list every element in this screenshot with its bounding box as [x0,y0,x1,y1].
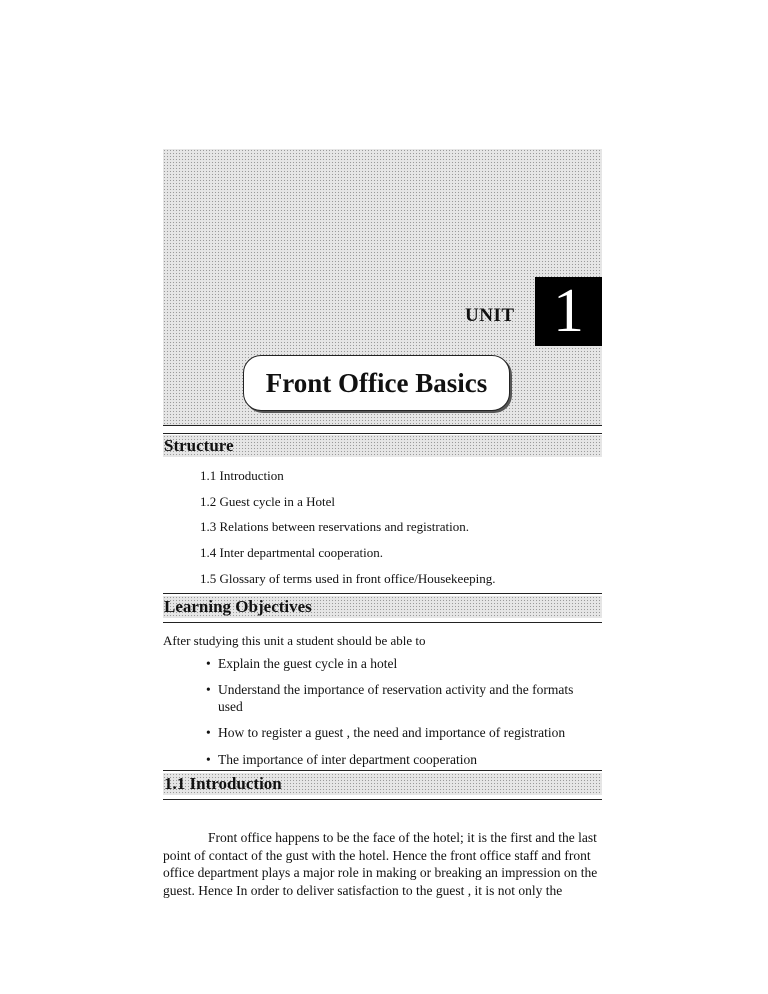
toc-item: 1.2 Guest cycle in a Hotel [200,494,336,509]
paragraph-line: guest. Hence In order to deliver satisfaction to the guest , it is not only the [163,882,563,898]
objective-text: How to register a guest , the need and importance of registration [218,725,566,740]
objective-item [206,751,596,768]
objective-text-continued: used [218,699,243,714]
toc-item: 1.4 Inter departmental cooperation. [200,545,384,560]
paragraph-line: point of contact of the gust with the hotel. Hence the front office staff and front [163,847,591,863]
objective-text: Explain the guest cycle in a hotel [218,656,398,671]
toc-item: 1.1 Introduction [200,468,284,483]
objective-text: The importance of inter department cooperation [218,752,478,767]
divider [163,593,602,594]
paragraph-line: Front office happens to be the face of the hotel; it is the first and the last [208,830,597,845]
introduction-paragraph [163,829,602,899]
objectives-lead: After studying this unit a student should be able to [163,633,426,648]
bullet-icon: • [206,725,211,740]
paragraph-line: office department plays a major role in making or breaking an impression on the [163,865,598,880]
divider [163,425,602,426]
unit-number: 1 [535,277,602,346]
introduction-heading: 1.1 Introduction [163,773,602,795]
bullet-icon: • [206,656,211,671]
divider [163,433,602,434]
unit-label: UNIT [465,305,515,326]
structure-heading: Structure [163,435,602,457]
toc-item: 1.3 Relations between reservations and registration. [200,519,469,534]
toc-item: 1.5 Glossary of terms used in front office/Housekeeping. [200,571,496,586]
divider [163,799,602,800]
objective-item [206,724,596,741]
objective-text: Understand the importance of reservation activity and the formats [218,682,574,697]
divider [163,622,602,623]
bullet-icon: • [206,682,211,697]
chapter-title: Front Office Basics [243,355,510,411]
objective-item [206,655,596,672]
bullet-icon: • [206,752,211,767]
objectives-heading: Learning Objectives [163,596,602,618]
objective-item [206,681,596,715]
divider [163,770,602,771]
